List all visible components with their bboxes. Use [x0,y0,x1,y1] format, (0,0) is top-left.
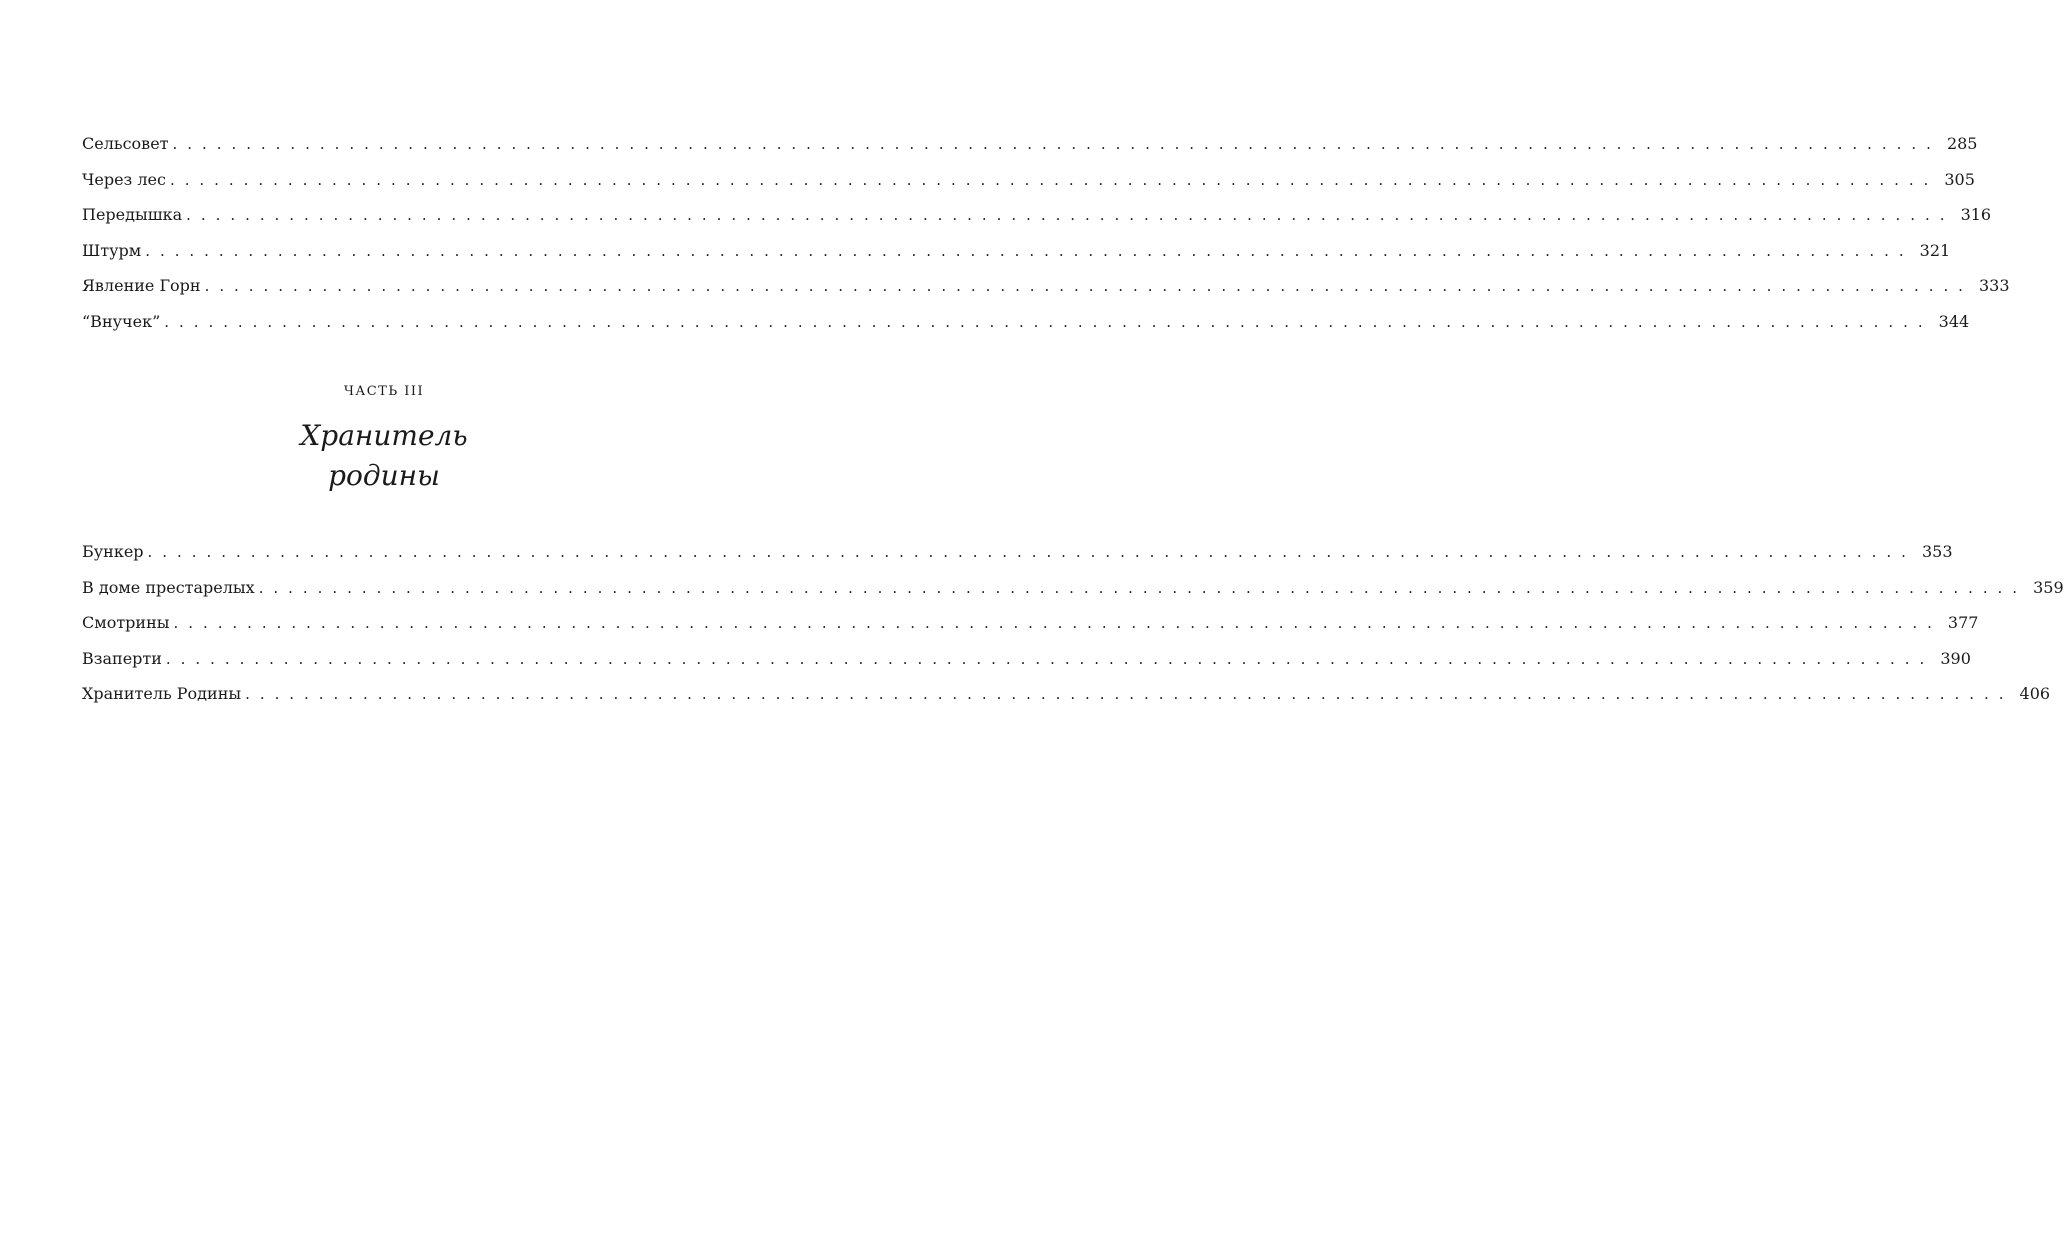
toc-entry-title: Смотрины [82,613,170,632]
toc-entry[interactable] [82,683,2051,719]
toc-leader-dots: . . . . . . . . . . . . . . . . . . . . . . . . . . . . . . . . . . . . . . . . . . . . . . . . . . . . . . . . . . . . . . . . . . . . . . . . . . . . . . . . . . . . . . . . . . . . . . . . . . . . . . . . . . . . . . . . . . . . . . . . [186,206,1948,224]
toc-leader-dots: . . . . . . . . . . . . . . . . . . . . . . . . . . . . . . . . . . . . . . . . . . . . . . . . . . . . . . . . . . . . . . . . . . . . . . . . . . . . . . . . . . . . . . . . . . . . . . . . . . . . . . . . . . . . . . . . . . . . . . . . [245,685,2007,703]
toc-entry-title: Явление Горн [82,276,201,295]
toc-entry-title: Сельсовет [82,134,169,153]
toc-leader-dots: . . . . . . . . . . . . . . . . . . . . . . . . . . . . . . . . . . . . . . . . . . . . . . . . . . . . . . . . . . . . . . . . . . . . . . . . . . . . . . . . . . . . . . . . . . . . . . . . . . . . . . . . . . . . . . . . . . . . . . . . [172,135,1934,153]
toc-entry-page: 316 [1960,205,1992,224]
toc-leader-dots: . . . . . . . . . . . . . . . . . . . . . . . . . . . . . . . . . . . . . . . . . . . . . . . . . . . . . . . . . . . . . . . . . . . . . . . . . . . . . . . . . . . . . . . . . . . . . . . . . . . . . . . . . . . . . . . . . . . . . . . . [258,578,2020,597]
toc-entry-title: Бункер [82,542,144,561]
toc-leader-dots: . . . . . . . . . . . . . . . . . . . . . . . . . . . . . . . . . . . . . . . . . . . . . . . . . . . . . . . . . . . . . . . . . . . . . . . . . . . . . . . . . . . . . . . . . . . . . . . . . . . . . . . . . . . . . . . . . . . . . . . . [169,170,1931,189]
toc-entry[interactable] [82,311,1970,347]
toc-entry-title: Хранитель Родины [82,684,242,703]
toc-entry-page: 390 [1940,648,1971,668]
toc-entry[interactable] [82,612,1979,648]
toc-entry[interactable] [82,275,2010,311]
toc-leader-dots: . . . . . . . . . . . . . . . . . . . . . . . . . . . . . . . . . . . . . . . . . . . . . . . . . . . . . . . . . . . . . . . . . . . . . . . . . . . . . . . . . . . . . . . . . . . . . . . . . . . . . . . . . . . . . . . . . . . . . . . . [204,277,1966,295]
toc-entry-title: “Внучек” [82,311,161,331]
toc-leader-dots: . . . . . . . . . . . . . . . . . . . . . . . . . . . . . . . . . . . . . . . . . . . . . . . . . . . . . . . . . . . . . . . . . . . . . . . . . . . . . . . . . . . . . . . . . . . . . . . . . . . . . . . . . . . . . . . . . . . . . . . . [165,649,1927,668]
toc-entry-title: Через лес [82,169,166,189]
toc-entry[interactable] [82,577,2064,613]
toc-entry-page: 353 [1921,542,1953,561]
toc-entry-page: 333 [1979,276,2010,295]
toc-leader-dots: . . . . . . . . . . . . . . . . . . . . . . . . . . . . . . . . . . . . . . . . . . . . . . . . . . . . . . . . . . . . . . . . . . . . . . . . . . . . . . . . . . . . . . . . . . . . . . . . . . . . . . . . . . . . . . . . . . . . . . . . [145,241,1907,260]
toc-entry-page: 344 [1938,311,1970,331]
toc-leader-dots: . . . . . . . . . . . . . . . . . . . . . . . . . . . . . . . . . . . . . . . . . . . . . . . . . . . . . . . . . . . . . . . . . . . . . . . . . . . . . . . . . . . . . . . . . . . . . . . . . . . . . . . . . . . . . . . . . . . . . . . . [173,614,1935,632]
toc-entry[interactable] [82,240,1951,276]
part-title-line: Хранитель [300,419,468,452]
toc-entry-page: 359 [2033,577,2064,597]
toc-list-top [82,133,2010,346]
toc-entry[interactable] [82,204,1992,240]
toc-leader-dots: . . . . . . . . . . . . . . . . . . . . . . . . . . . . . . . . . . . . . . . . . . . . . . . . . . . . . . . . . . . . . . . . . . . . . . . . . . . . . . . . . . . . . . . . . . . . . . . . . . . . . . . . . . . . . . . . . . . . . . . . [147,543,1909,561]
toc-entry-page: 321 [1919,240,1951,260]
toc-entry-title: В доме престарелых [82,577,255,597]
toc-leader-dots: . . . . . . . . . . . . . . . . . . . . . . . . . . . . . . . . . . . . . . . . . . . . . . . . . . . . . . . . . . . . . . . . . . . . . . . . . . . . . . . . . . . . . . . . . . . . . . . . . . . . . . . . . . . . . . . . . . . . . . . . [164,312,1926,331]
toc-entry-page: 377 [1947,613,1979,632]
toc-entry[interactable] [82,133,1978,169]
toc-entry-page: 406 [2019,684,2051,703]
toc-entry[interactable] [82,169,1975,205]
part-title [0,416,768,496]
part-label: ЧАСТЬ III [343,384,425,399]
toc-list-bottom [82,541,2064,719]
toc-entry[interactable] [82,648,1971,684]
toc-entry-page: 305 [1944,169,1975,189]
toc-entry-title: Передышка [82,205,183,224]
toc-entry-title: Штурм [82,240,142,260]
toc-entry[interactable] [82,541,1953,577]
toc-entry-page: 285 [1946,134,1978,153]
toc-entry-title: Взаперти [82,648,162,668]
part-title-line: родины [328,459,440,492]
